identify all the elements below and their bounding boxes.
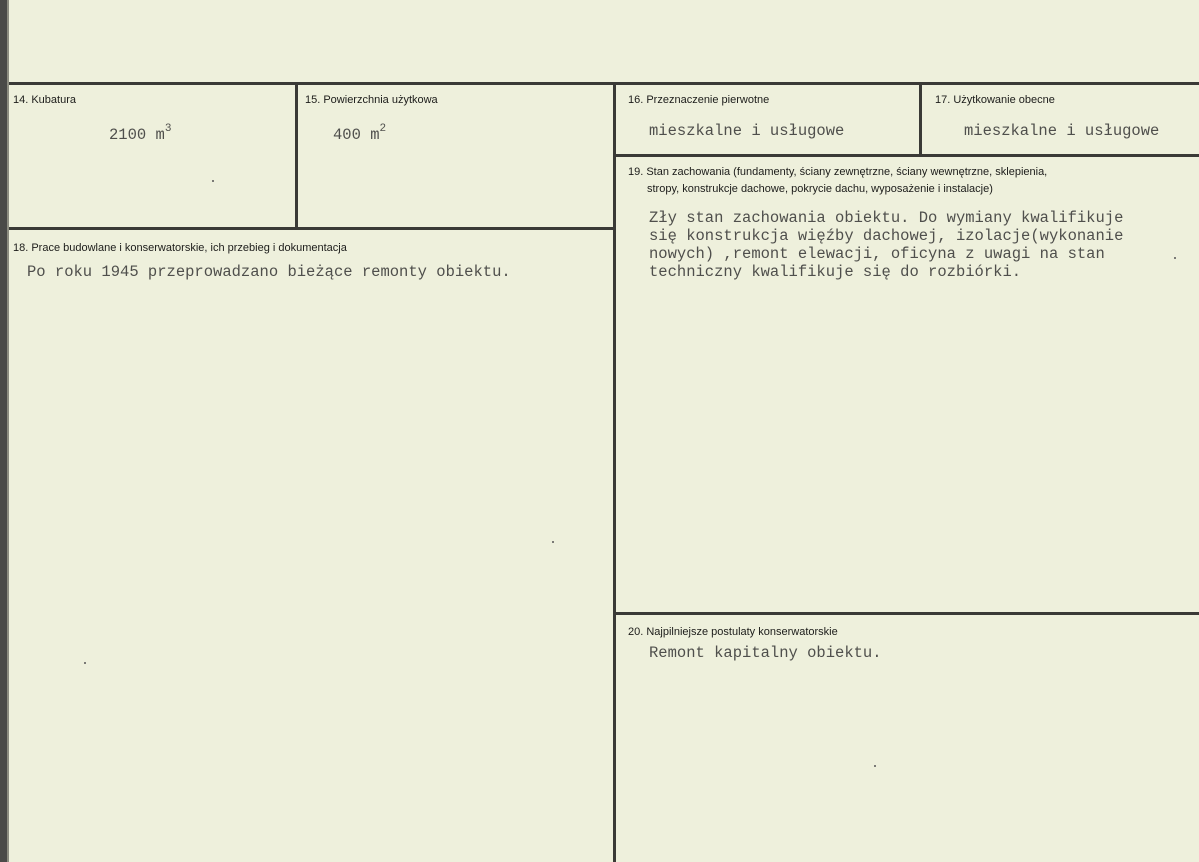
field-16-value: mieszkalne i usługowe [649,122,845,140]
field-18-label: 18. Prace budowlane i konserwatorskie, ich przebieg i dokumentacja [13,242,347,254]
paper-speck [212,180,214,182]
field-19-label-line2: stropy, konstrukcje dachowe, pokrycie dachu, wyposażenie i instalacje) [647,183,993,195]
paper-speck [1174,257,1176,259]
rule-under-19 [613,612,1199,615]
paper-speck [874,765,876,767]
field-18-value: Po roku 1945 przeprowadzano bieżące remonty obiektu. [27,263,511,281]
field-17-label: 17. Użytkowanie obecne [935,94,1055,106]
field-15-value [333,123,386,145]
field-19-line-4: techniczny kwalifikuje się do rozbiórki. [649,263,1022,281]
field-14-number: 2100 m [109,126,165,144]
divider-16-17 [919,82,922,156]
field-19-label-line1: 19. Stan zachowania (fundamenty, ściany zewnętrzne, ściany wewnętrzne, sklepienia, [628,166,1048,178]
field-15-label: 15. Powierzchnia użytkowa [305,94,438,106]
field-19-line-3: nowych) ,remont elewacji, oficyna z uwagi na stan [649,245,1105,263]
field-16-label: 16. Przeznaczenie pierwotne [628,94,770,106]
field-14-label: 14. Kubatura [13,94,76,106]
divider-14-15 [295,82,298,230]
paper-speck [552,541,554,543]
record-card [7,0,1199,862]
field-19-line-1: Zły stan zachowania obiektu. Do wymiany kwalifikuje [649,209,1124,227]
field-19-line-2: się konstrukcja więźby dachowej, izolacje(wykonanie [649,227,1124,245]
field-20-value: Remont kapitalny obiektu. [649,644,882,662]
rule-under-16-17 [613,154,1199,157]
field-15-number: 400 m [333,126,380,144]
divider-center [613,82,616,862]
field-14-value [109,123,171,145]
field-20-label: 20. Najpilniejsze postulaty konserwatorskie [628,626,838,638]
field-17-value: mieszkalne i usługowe [964,122,1160,140]
paper-speck [84,662,86,664]
field-14-exponent: 3 [164,123,172,135]
top-rule [9,82,1199,85]
field-15-exponent: 2 [379,123,387,135]
rule-under-14-15 [9,227,616,230]
